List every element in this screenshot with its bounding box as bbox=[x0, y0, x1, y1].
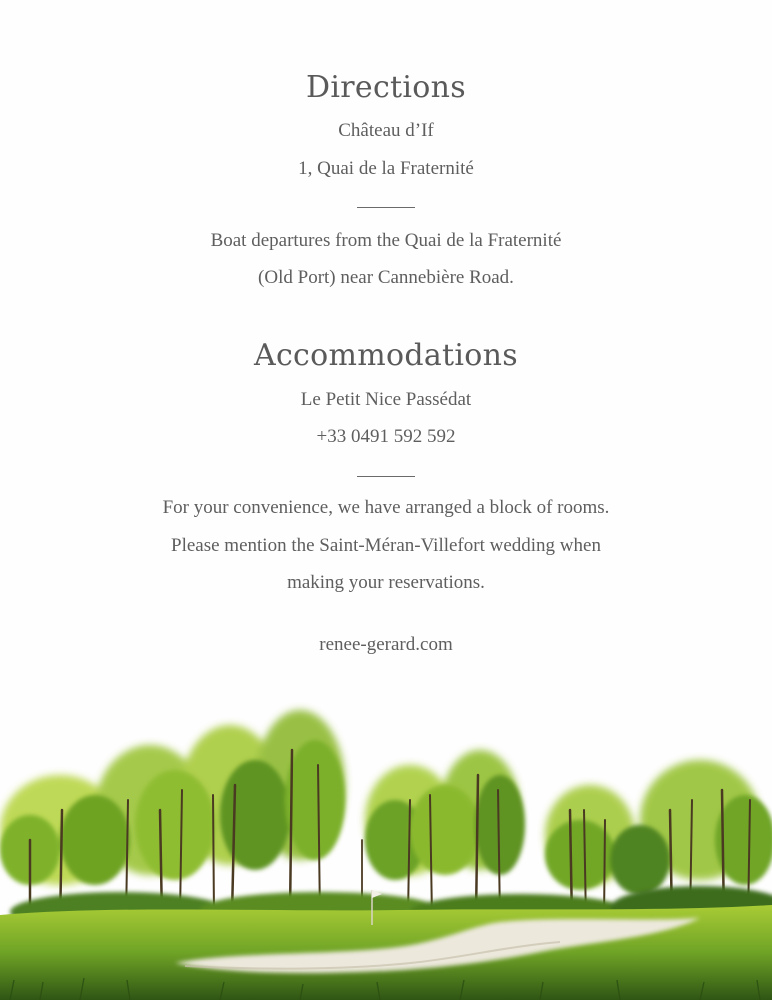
accommodations-note-line-3: making your reservations. bbox=[287, 572, 485, 593]
venue-name: Château d’If bbox=[338, 120, 434, 141]
directions-note-line-1: Boat departures from the Quai de la Fraternité bbox=[210, 230, 562, 251]
accommodations-note-line-2: Please mention the Saint-Méran-Villefort wedding when bbox=[171, 535, 601, 556]
website-link[interactable]: renee-gerard.com bbox=[319, 634, 453, 655]
venue-address: 1, Quai de la Fraternité bbox=[298, 158, 474, 179]
watercolor-landscape-illustration bbox=[0, 690, 772, 1000]
accommodations-divider bbox=[357, 476, 415, 477]
accommodations-note-line-1: For your convenience, we have arranged a block of rooms. bbox=[162, 497, 610, 518]
directions-heading: Directions bbox=[306, 70, 466, 105]
directions-divider bbox=[357, 207, 415, 208]
accommodations-heading: Accommodations bbox=[253, 338, 518, 373]
directions-note-line-2: (Old Port) near Cannebière Road. bbox=[258, 267, 514, 288]
hotel-name: Le Petit Nice Passédat bbox=[300, 389, 472, 410]
hotel-phone: +33 0491 592 592 bbox=[316, 426, 456, 447]
